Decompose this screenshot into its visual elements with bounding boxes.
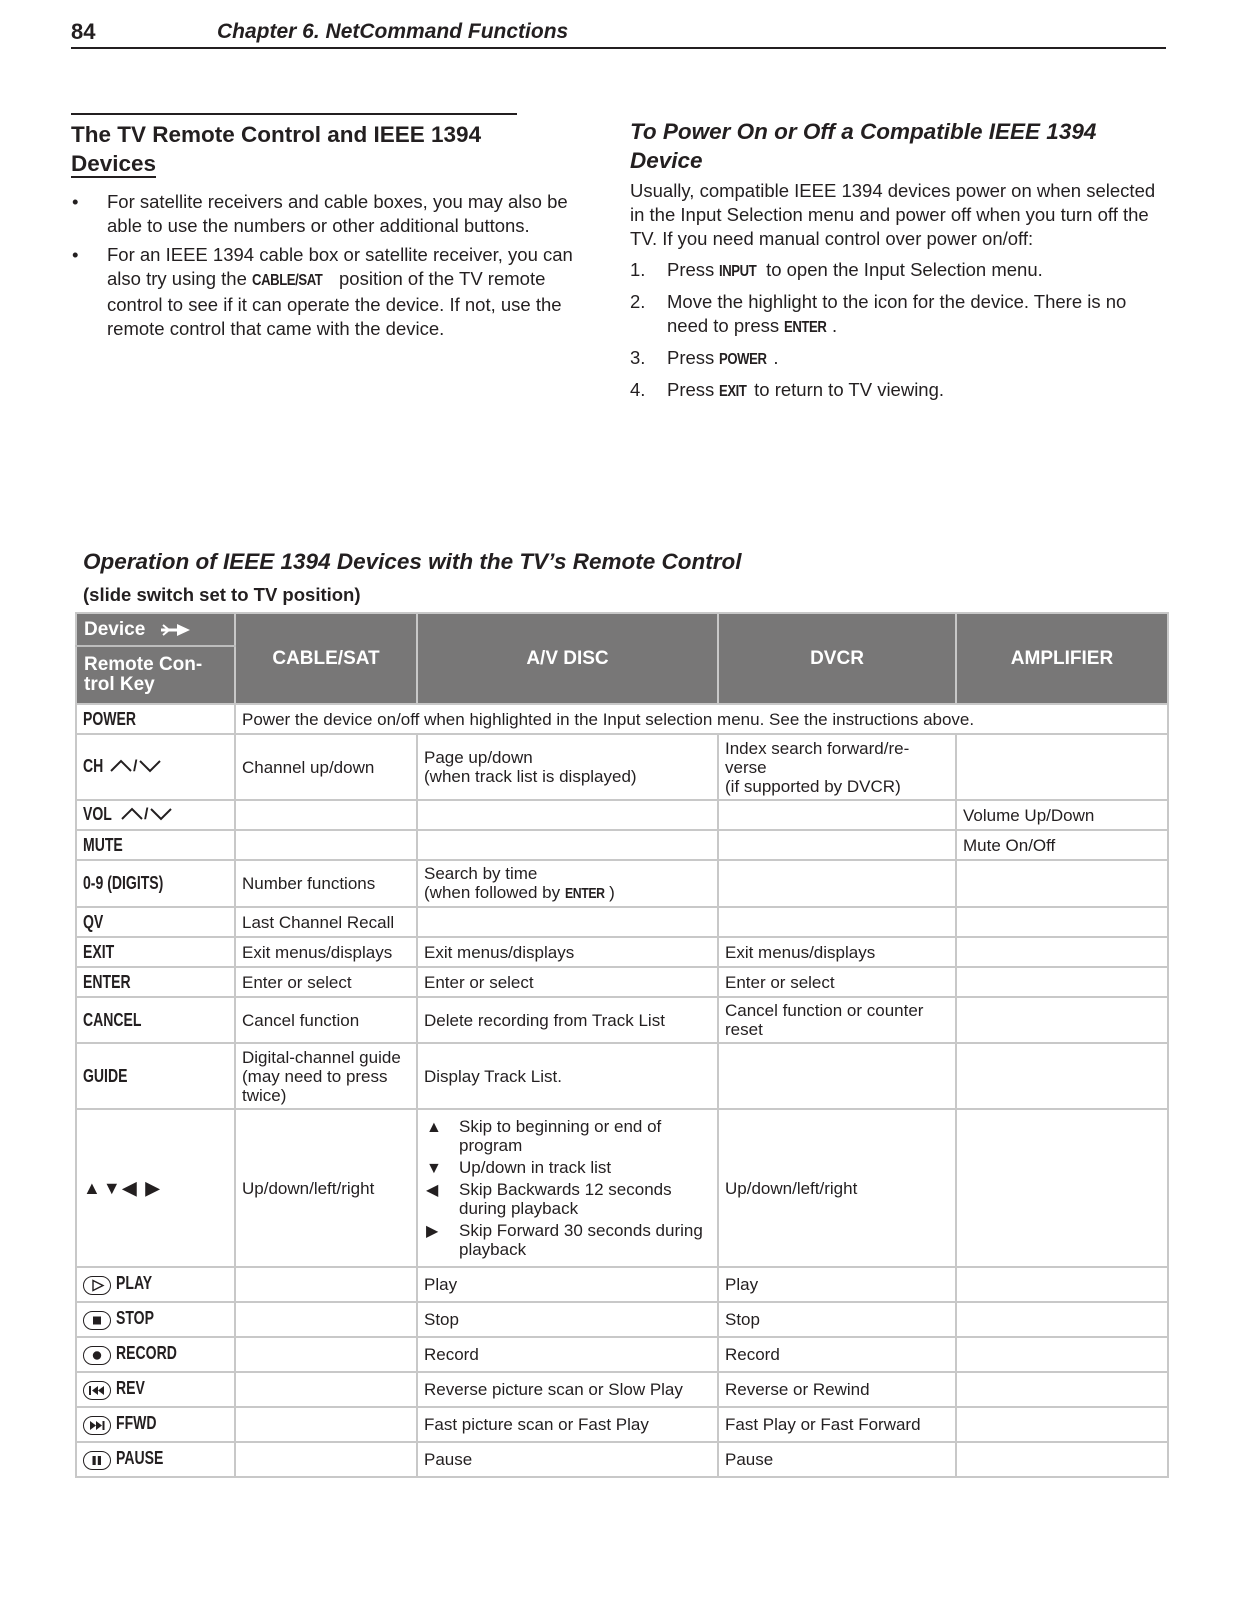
- key-name: ENTER: [784, 319, 827, 336]
- key-label: VOL: [83, 803, 112, 824]
- step-text: .: [773, 347, 779, 368]
- table-cell: Enter or select: [417, 967, 718, 997]
- key-label: POWER: [83, 708, 137, 729]
- table-cell: Mute On/Off: [956, 830, 1168, 860]
- key-label: QV: [83, 911, 104, 932]
- section-title-line2: Devices: [71, 151, 157, 176]
- table-cell: [718, 830, 956, 860]
- table-cell: [417, 1109, 718, 1267]
- arrow-keys-icon: ▲▼◀ ▶: [83, 1177, 162, 1198]
- key-label: 0-9 (DIGITS): [83, 873, 164, 893]
- step-text: Move the highlight to the icon for the device. There is no need to press: [667, 291, 1127, 336]
- step-text: to return to TV viewing.: [749, 379, 945, 400]
- table-cell: Exit menus/displays: [417, 937, 718, 967]
- key-cell: [76, 800, 235, 830]
- header-device-label: Device: [84, 619, 146, 640]
- table-subtitle: (slide switch set to TV position): [83, 584, 361, 605]
- table-row: [76, 734, 1168, 800]
- header-remote-key: Remote Con-trol Key: [76, 646, 235, 704]
- step-number: 1.: [630, 259, 646, 280]
- rewind-icon: [83, 1381, 111, 1400]
- table-cell: [956, 860, 1168, 907]
- section-rule: [71, 113, 517, 115]
- table-cell: [417, 907, 718, 937]
- table-cell: [718, 1043, 956, 1109]
- table-row: [76, 860, 1168, 907]
- table-cell: [956, 1267, 1168, 1302]
- table-cell: Pause: [417, 1442, 718, 1477]
- table-row: [76, 1442, 1168, 1477]
- table-cell: [956, 937, 1168, 967]
- list-item-text: Skip to beginning or end of program: [459, 1117, 662, 1155]
- list-item: [424, 1180, 711, 1218]
- table-row: [76, 1267, 1168, 1302]
- table-cell: [718, 860, 956, 907]
- key-cell: [76, 1407, 235, 1442]
- key-label: PLAY: [116, 1273, 153, 1294]
- column-header: DVCR: [718, 613, 956, 704]
- table-cell: Play: [417, 1267, 718, 1302]
- step-text: Press: [667, 259, 720, 280]
- table-cell: [956, 1442, 1168, 1477]
- step-item: [630, 378, 1166, 404]
- table-cell: [956, 1109, 1168, 1267]
- table-cell: Number functions: [235, 860, 417, 907]
- table-cell: Channel up/down: [235, 734, 417, 800]
- table-cell: Up/down/left/right: [235, 1109, 417, 1267]
- table-cell: Delete recording from Track List: [417, 997, 718, 1043]
- list-item: [71, 190, 599, 238]
- arrow-function-list: [424, 1117, 711, 1259]
- table-cell: [956, 1302, 1168, 1337]
- table-cell: Fast picture scan or Fast Play: [417, 1407, 718, 1442]
- table-row: [76, 997, 1168, 1043]
- table-cell: Power the device on/off when highlighted in the Input selection menu. See the instructions above.: [235, 704, 1168, 734]
- triangle-icon: ▶: [426, 1223, 439, 1240]
- table-cell: Index search forward/re- verse (if supported by DVCR): [718, 734, 956, 800]
- up-down-chevron-icon: [109, 757, 161, 777]
- table-row: [76, 830, 1168, 860]
- steps-list: [630, 258, 1166, 404]
- fast-forward-icon: [83, 1416, 111, 1435]
- table-cell: [956, 1043, 1168, 1109]
- arrow-right-icon: [159, 622, 193, 638]
- key-label: EXIT: [83, 941, 115, 962]
- list-item-text: Up/down in track list: [459, 1158, 612, 1177]
- step-text: Press: [667, 379, 720, 400]
- operations-table: [75, 612, 1169, 1478]
- key-name: ENTER: [564, 885, 605, 902]
- key-cell: [76, 860, 235, 907]
- column-header: AMPLIFIER: [956, 613, 1168, 704]
- table-cell: [956, 997, 1168, 1043]
- table-cell: Enter or select: [718, 967, 956, 997]
- table-cell: [956, 1372, 1168, 1407]
- table-cell: Exit menus/displays: [235, 937, 417, 967]
- list-item: [71, 243, 599, 341]
- key-name: INPUT: [719, 263, 757, 280]
- key-cell: [76, 1267, 235, 1302]
- key-label: STOP: [116, 1308, 154, 1329]
- step-number: 3.: [630, 347, 646, 368]
- record-icon: [83, 1346, 111, 1365]
- key-label: REV: [116, 1378, 145, 1399]
- table-cell: [956, 1407, 1168, 1442]
- table-cell: [417, 830, 718, 860]
- table-cell: [235, 800, 417, 830]
- table-cell: Up/down/left/right: [718, 1109, 956, 1267]
- key-cell: [76, 830, 235, 860]
- key-name: POWER: [719, 351, 767, 368]
- table-row: [76, 1407, 1168, 1442]
- pause-icon: [83, 1451, 111, 1470]
- list-item: [424, 1158, 711, 1177]
- key-label: ENTER: [83, 971, 131, 992]
- table-cell: [235, 1302, 417, 1337]
- key-cell: [76, 997, 235, 1043]
- key-label: CANCEL: [83, 1009, 142, 1030]
- table-cell: [718, 800, 956, 830]
- stop-icon: [83, 1311, 111, 1330]
- table-cell: Play: [718, 1267, 956, 1302]
- table-cell: Record: [417, 1337, 718, 1372]
- table-row: [76, 1302, 1168, 1337]
- header-rule: [71, 47, 1166, 49]
- bullet-marker: •: [72, 244, 79, 265]
- table-cell: Stop: [417, 1302, 718, 1337]
- step-number: 4.: [630, 379, 646, 400]
- table-row: [76, 907, 1168, 937]
- key-cell: [76, 1109, 235, 1267]
- list-item-text: position of the TV remote control to see if it can operate the device. If not, use the remote control that came with the device.: [107, 268, 562, 339]
- svg-text:/: /: [133, 758, 138, 774]
- table-row: [76, 1043, 1168, 1109]
- table-cell: [235, 1407, 417, 1442]
- table-cell: Reverse picture scan or Slow Play: [417, 1372, 718, 1407]
- key-cell: [76, 1302, 235, 1337]
- table-cell: Fast Play or Fast Forward: [718, 1407, 956, 1442]
- step-text: Press: [667, 347, 720, 368]
- key-cell: [76, 1442, 235, 1477]
- table-cell: [235, 830, 417, 860]
- table-cell: Stop: [718, 1302, 956, 1337]
- table-cell: Search by time (when followed by ENTER ): [417, 860, 718, 907]
- list-item-text: Skip Backwards 12 seconds during playback: [459, 1180, 672, 1218]
- key-cell: [76, 704, 235, 734]
- list-item: [424, 1117, 711, 1155]
- table-row: [76, 1372, 1168, 1407]
- triangle-icon: ▲: [426, 1119, 442, 1136]
- table-title: Operation of IEEE 1394 Devices with the TV’s Remote Control: [83, 549, 742, 574]
- key-cell: [76, 967, 235, 997]
- triangle-icon: ◀: [426, 1182, 439, 1199]
- key-label: MUTE: [83, 834, 123, 855]
- step-number: 2.: [630, 291, 646, 312]
- step-item: [630, 290, 1166, 340]
- table-cell: [417, 800, 718, 830]
- table-cell: Record: [718, 1337, 956, 1372]
- table-row: [76, 704, 1168, 734]
- page-number: 84: [71, 19, 96, 44]
- table-cell: [956, 734, 1168, 800]
- table-cell: [956, 907, 1168, 937]
- key-cell: [76, 1372, 235, 1407]
- table-row: [76, 967, 1168, 997]
- table-cell: [235, 1337, 417, 1372]
- table-cell: Volume Up/Down: [956, 800, 1168, 830]
- left-section: [71, 113, 599, 346]
- table-cell: Enter or select: [235, 967, 417, 997]
- table-cell: [235, 1372, 417, 1407]
- column-header: A/V DISC: [417, 613, 718, 704]
- step-text: to open the Input Selection menu.: [760, 259, 1043, 280]
- table-cell: Page up/down (when track list is displayed): [417, 734, 718, 800]
- table-row: [76, 937, 1168, 967]
- step-item: [630, 346, 1166, 372]
- key-label: RECORD: [116, 1343, 177, 1364]
- table-cell: Pause: [718, 1442, 956, 1477]
- table-cell: [956, 967, 1168, 997]
- list-item-text: Skip Forward 30 seconds during playback: [459, 1221, 703, 1259]
- key-cell: [76, 1337, 235, 1372]
- chapter-title: Chapter 6. NetCommand Functions: [217, 20, 569, 43]
- step-text: .: [831, 315, 838, 336]
- key-name: EXIT: [719, 383, 747, 400]
- intro-paragraph: Usually, compatible IEEE 1394 devices power on when selected in the Input Selection menu and power off when you turn off the TV. If you need manual control over power on/off:: [630, 180, 1156, 249]
- key-name: CABLE/SAT: [252, 272, 323, 289]
- triangle-icon: ▼: [426, 1160, 442, 1177]
- table-body: [76, 704, 1168, 1477]
- section-title-line1: The TV Remote Control and IEEE 1394: [71, 122, 482, 147]
- table-cell: Last Channel Recall: [235, 907, 417, 937]
- table-cell: Digital-channel guide (may need to press twice): [235, 1043, 417, 1109]
- key-cell: [76, 907, 235, 937]
- up-down-chevron-icon: [120, 805, 172, 825]
- section-title: To Power On or Off a Compatible IEEE 1394 Device: [630, 119, 1097, 173]
- list-item: [424, 1221, 711, 1259]
- table-cell: [235, 1442, 417, 1477]
- table-cell: Reverse or Rewind: [718, 1372, 956, 1407]
- table-cell: [235, 1267, 417, 1302]
- table-cell: [718, 907, 956, 937]
- key-cell: [76, 937, 235, 967]
- play-icon: [83, 1276, 111, 1295]
- key-label: PAUSE: [116, 1448, 164, 1469]
- step-item: [630, 258, 1166, 284]
- table-cell: Display Track List.: [417, 1043, 718, 1109]
- table-cell: Cancel function: [235, 997, 417, 1043]
- table-row: [76, 800, 1168, 830]
- right-section: [630, 117, 1166, 410]
- bullet-list: [71, 190, 599, 341]
- section-title: [71, 120, 599, 178]
- list-item-text: For an IEEE 1394 cable box or satellite receiver, you can also try using the: [107, 244, 573, 289]
- list-item-text: For satellite receivers and cable boxes, you may also be able to use the numbers or other additional buttons.: [107, 191, 568, 236]
- key-label: GUIDE: [83, 1065, 128, 1086]
- table-cell: Cancel function or counter reset: [718, 997, 956, 1043]
- table-cell: Exit menus/displays: [718, 937, 956, 967]
- key-cell: [76, 1043, 235, 1109]
- column-header: CABLE/SAT: [235, 613, 417, 704]
- header-device: [76, 613, 235, 646]
- table-row: [76, 1109, 1168, 1267]
- key-label: CH: [83, 755, 104, 776]
- svg-text:/: /: [144, 806, 149, 822]
- key-cell: [76, 734, 235, 800]
- table-cell: [956, 1337, 1168, 1372]
- key-label: FFWD: [116, 1413, 157, 1434]
- table-row: [76, 1337, 1168, 1372]
- bullet-marker: •: [72, 191, 79, 212]
